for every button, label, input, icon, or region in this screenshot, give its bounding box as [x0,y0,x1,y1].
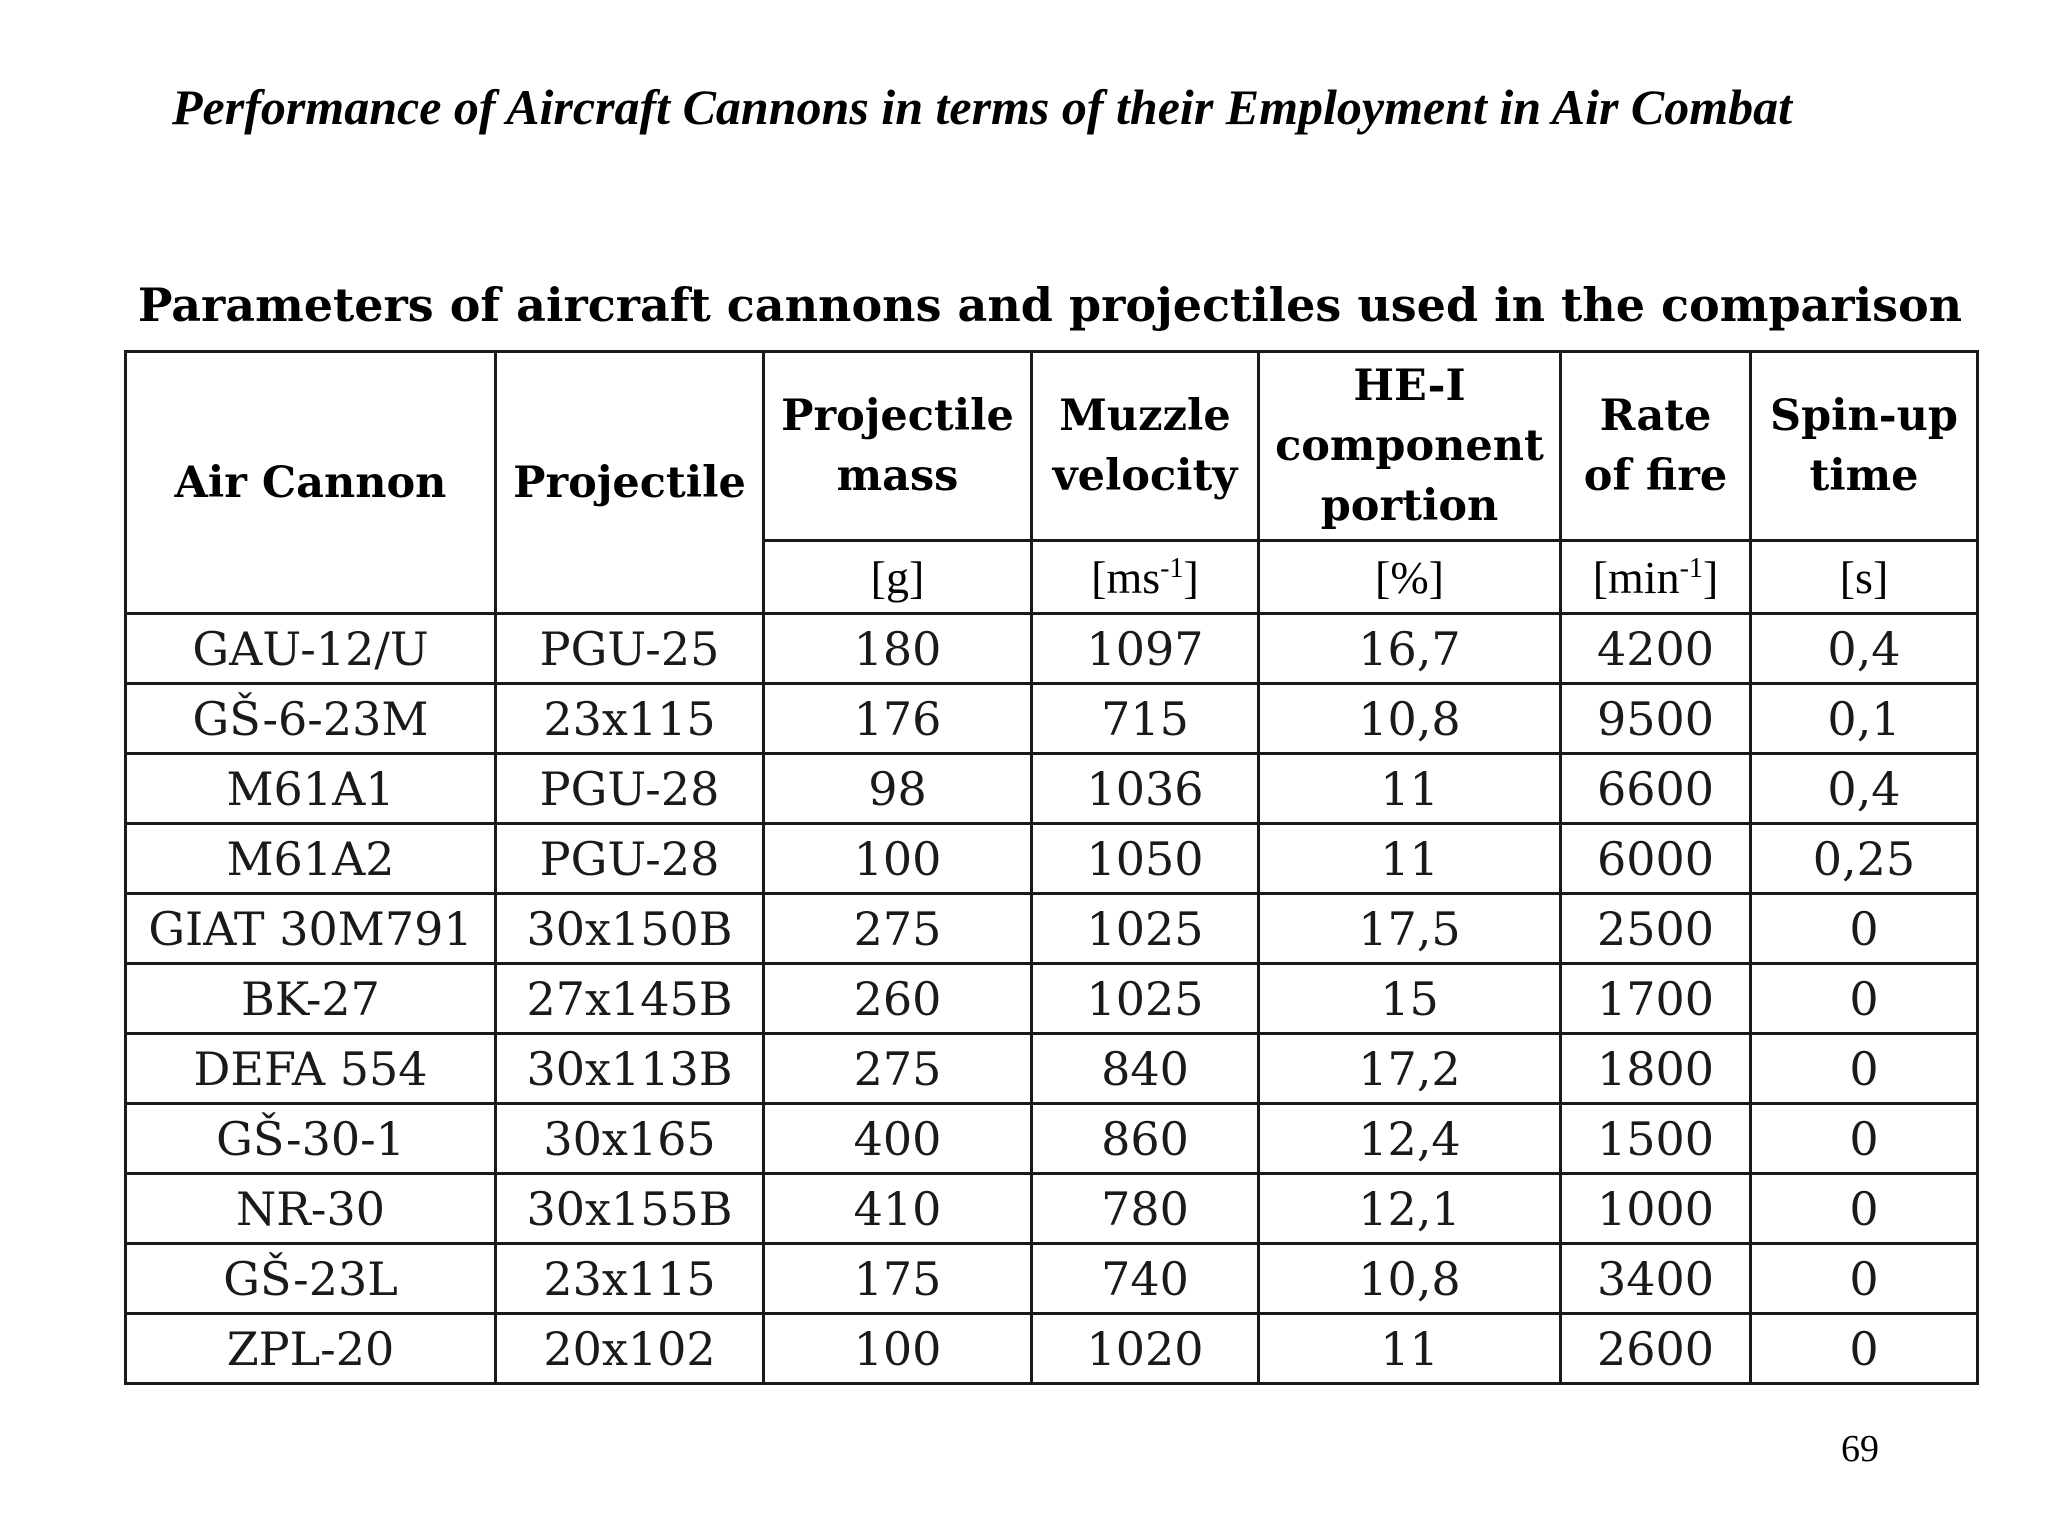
cell-rate: 1700 [1561,964,1751,1034]
header-rate-line-2: of fire [1583,451,1728,501]
cell-velocity: 840 [1032,1034,1259,1104]
unit-rate [1561,541,1751,614]
cell-air-cannon: DEFA 554 [126,1034,496,1104]
cell-velocity: 740 [1032,1244,1259,1314]
unit-velocity [1032,541,1259,614]
header-projectile-mass [764,352,1032,541]
cell-hei: 12,1 [1259,1174,1561,1244]
unit-hei: [%] [1259,541,1561,614]
cell-rate: 1800 [1561,1034,1751,1104]
table-row [126,1314,1978,1384]
table-row [126,1034,1978,1104]
header-muzzle-velocity [1032,352,1259,541]
cell-spinup: 0 [1751,964,1978,1034]
header-rate-line-1: Rate [1599,391,1712,441]
cell-mass: 275 [764,1034,1032,1104]
cell-hei: 16,7 [1259,614,1561,684]
cell-projectile: 30x165 [496,1104,764,1174]
cell-hei: 11 [1259,754,1561,824]
cell-rate: 6600 [1561,754,1751,824]
unit-velocity-close: ] [1183,551,1199,603]
cell-projectile: 27x145B [496,964,764,1034]
cell-velocity: 1025 [1032,964,1259,1034]
page-number: 69 [1841,1428,1879,1470]
cell-spinup: 0 [1751,894,1978,964]
header-mass-line-2: mass [836,451,959,501]
cell-rate: 6000 [1561,824,1751,894]
cell-air-cannon: NR-30 [126,1174,496,1244]
cell-projectile: PGU-28 [496,824,764,894]
cell-mass: 100 [764,1314,1032,1384]
cell-mass: 180 [764,614,1032,684]
cell-rate: 2500 [1561,894,1751,964]
cell-spinup: 0 [1751,1174,1978,1244]
cell-spinup: 0 [1751,1034,1978,1104]
header-projectile-label: Projectile [513,457,746,508]
cell-rate: 4200 [1561,614,1751,684]
header-air-cannon-label: Air Cannon [174,457,447,508]
cell-projectile: PGU-25 [496,614,764,684]
unit-spinup: [s] [1751,541,1978,614]
cell-mass: 175 [764,1244,1032,1314]
table-row [126,754,1978,824]
cell-projectile: 30x155B [496,1174,764,1244]
cell-air-cannon: BK-27 [126,964,496,1034]
cell-velocity: 1097 [1032,614,1259,684]
cell-air-cannon: GŠ-30-1 [126,1104,496,1174]
cell-velocity: 780 [1032,1174,1259,1244]
cell-air-cannon: M61A2 [126,824,496,894]
header-mass-line-1: Projectile [781,391,1014,441]
cell-mass: 260 [764,964,1032,1034]
unit-rate-exponent: -1 [1679,552,1703,584]
cell-air-cannon: M61A1 [126,754,496,824]
header-spinup-line-1: Spin-up [1770,391,1958,441]
unit-velocity-exponent: -1 [1160,552,1184,584]
header-hei-line-2: component [1275,421,1544,471]
cell-rate: 3400 [1561,1244,1751,1314]
cell-mass: 275 [764,894,1032,964]
cell-mass: 410 [764,1174,1032,1244]
header-velocity-line-1: Muzzle [1059,391,1231,441]
cell-projectile: PGU-28 [496,754,764,824]
unit-rate-base: [min [1592,551,1680,603]
cell-projectile: 30x113B [496,1034,764,1104]
table-row [126,684,1978,754]
cell-velocity: 1025 [1032,894,1259,964]
table-body [126,614,1978,1384]
cell-hei: 11 [1259,1314,1561,1384]
cell-spinup: 0 [1751,1104,1978,1174]
cell-spinup: 0,4 [1751,614,1978,684]
cell-hei: 10,8 [1259,684,1561,754]
cell-velocity: 1020 [1032,1314,1259,1384]
unit-mass: [g] [764,541,1032,614]
cell-mass: 98 [764,754,1032,824]
cell-mass: 176 [764,684,1032,754]
header-hei-line-1: HE-I [1353,361,1466,411]
table-row [126,1244,1978,1314]
cell-hei: 10,8 [1259,1244,1561,1314]
unit-rate-close: ] [1702,551,1719,603]
header-rate-of-fire [1561,352,1751,541]
cell-velocity: 715 [1032,684,1259,754]
header-spin-up-time [1751,352,1978,541]
cell-rate: 9500 [1561,684,1751,754]
table-row [126,824,1978,894]
table-caption: Parameters of aircraft cannons and projectiles used in the comparison [137,278,1963,332]
cell-spinup: 0,1 [1751,684,1978,754]
header-hei-line-3: portion [1320,481,1499,531]
cell-spinup: 0 [1751,1244,1978,1314]
table-row [126,964,1978,1034]
cell-velocity: 1036 [1032,754,1259,824]
cell-projectile: 20x102 [496,1314,764,1384]
header-projectile [496,352,764,614]
page-title: Performance of Aircraft Cannons in terms of their Employment in Air Combat [172,79,1793,135]
cell-hei: 11 [1259,824,1561,894]
cell-spinup: 0,4 [1751,754,1978,824]
cell-air-cannon: GIAT 30M791 [126,894,496,964]
cell-hei: 12,4 [1259,1104,1561,1174]
cell-projectile: 30x150B [496,894,764,964]
cell-projectile: 23x115 [496,684,764,754]
unit-velocity-base: [ms [1091,551,1161,603]
cell-air-cannon: GAU-12/U [126,614,496,684]
cell-hei: 17,5 [1259,894,1561,964]
cell-air-cannon: GŠ-23L [126,1244,496,1314]
cell-projectile: 23x115 [496,1244,764,1314]
cell-velocity: 860 [1032,1104,1259,1174]
cell-hei: 17,2 [1259,1034,1561,1104]
cell-rate: 1500 [1561,1104,1751,1174]
header-spinup-line-2: time [1809,451,1919,501]
cell-hei: 15 [1259,964,1561,1034]
table-row [126,894,1978,964]
cell-rate: 1000 [1561,1174,1751,1244]
cannon-parameters-table [124,350,1979,1385]
header-air-cannon [126,352,496,614]
cell-velocity: 1050 [1032,824,1259,894]
cell-air-cannon: GŠ-6-23M [126,684,496,754]
header-hei-portion [1259,352,1561,541]
cell-mass: 100 [764,824,1032,894]
header-velocity-line-2: velocity [1052,451,1238,501]
table-row [126,1174,1978,1244]
table-header-row [126,352,1978,541]
cell-spinup: 0,25 [1751,824,1978,894]
cell-rate: 2600 [1561,1314,1751,1384]
cell-spinup: 0 [1751,1314,1978,1384]
cell-mass: 400 [764,1104,1032,1174]
table-row [126,614,1978,684]
table-row [126,1104,1978,1174]
cell-air-cannon: ZPL-20 [126,1314,496,1384]
